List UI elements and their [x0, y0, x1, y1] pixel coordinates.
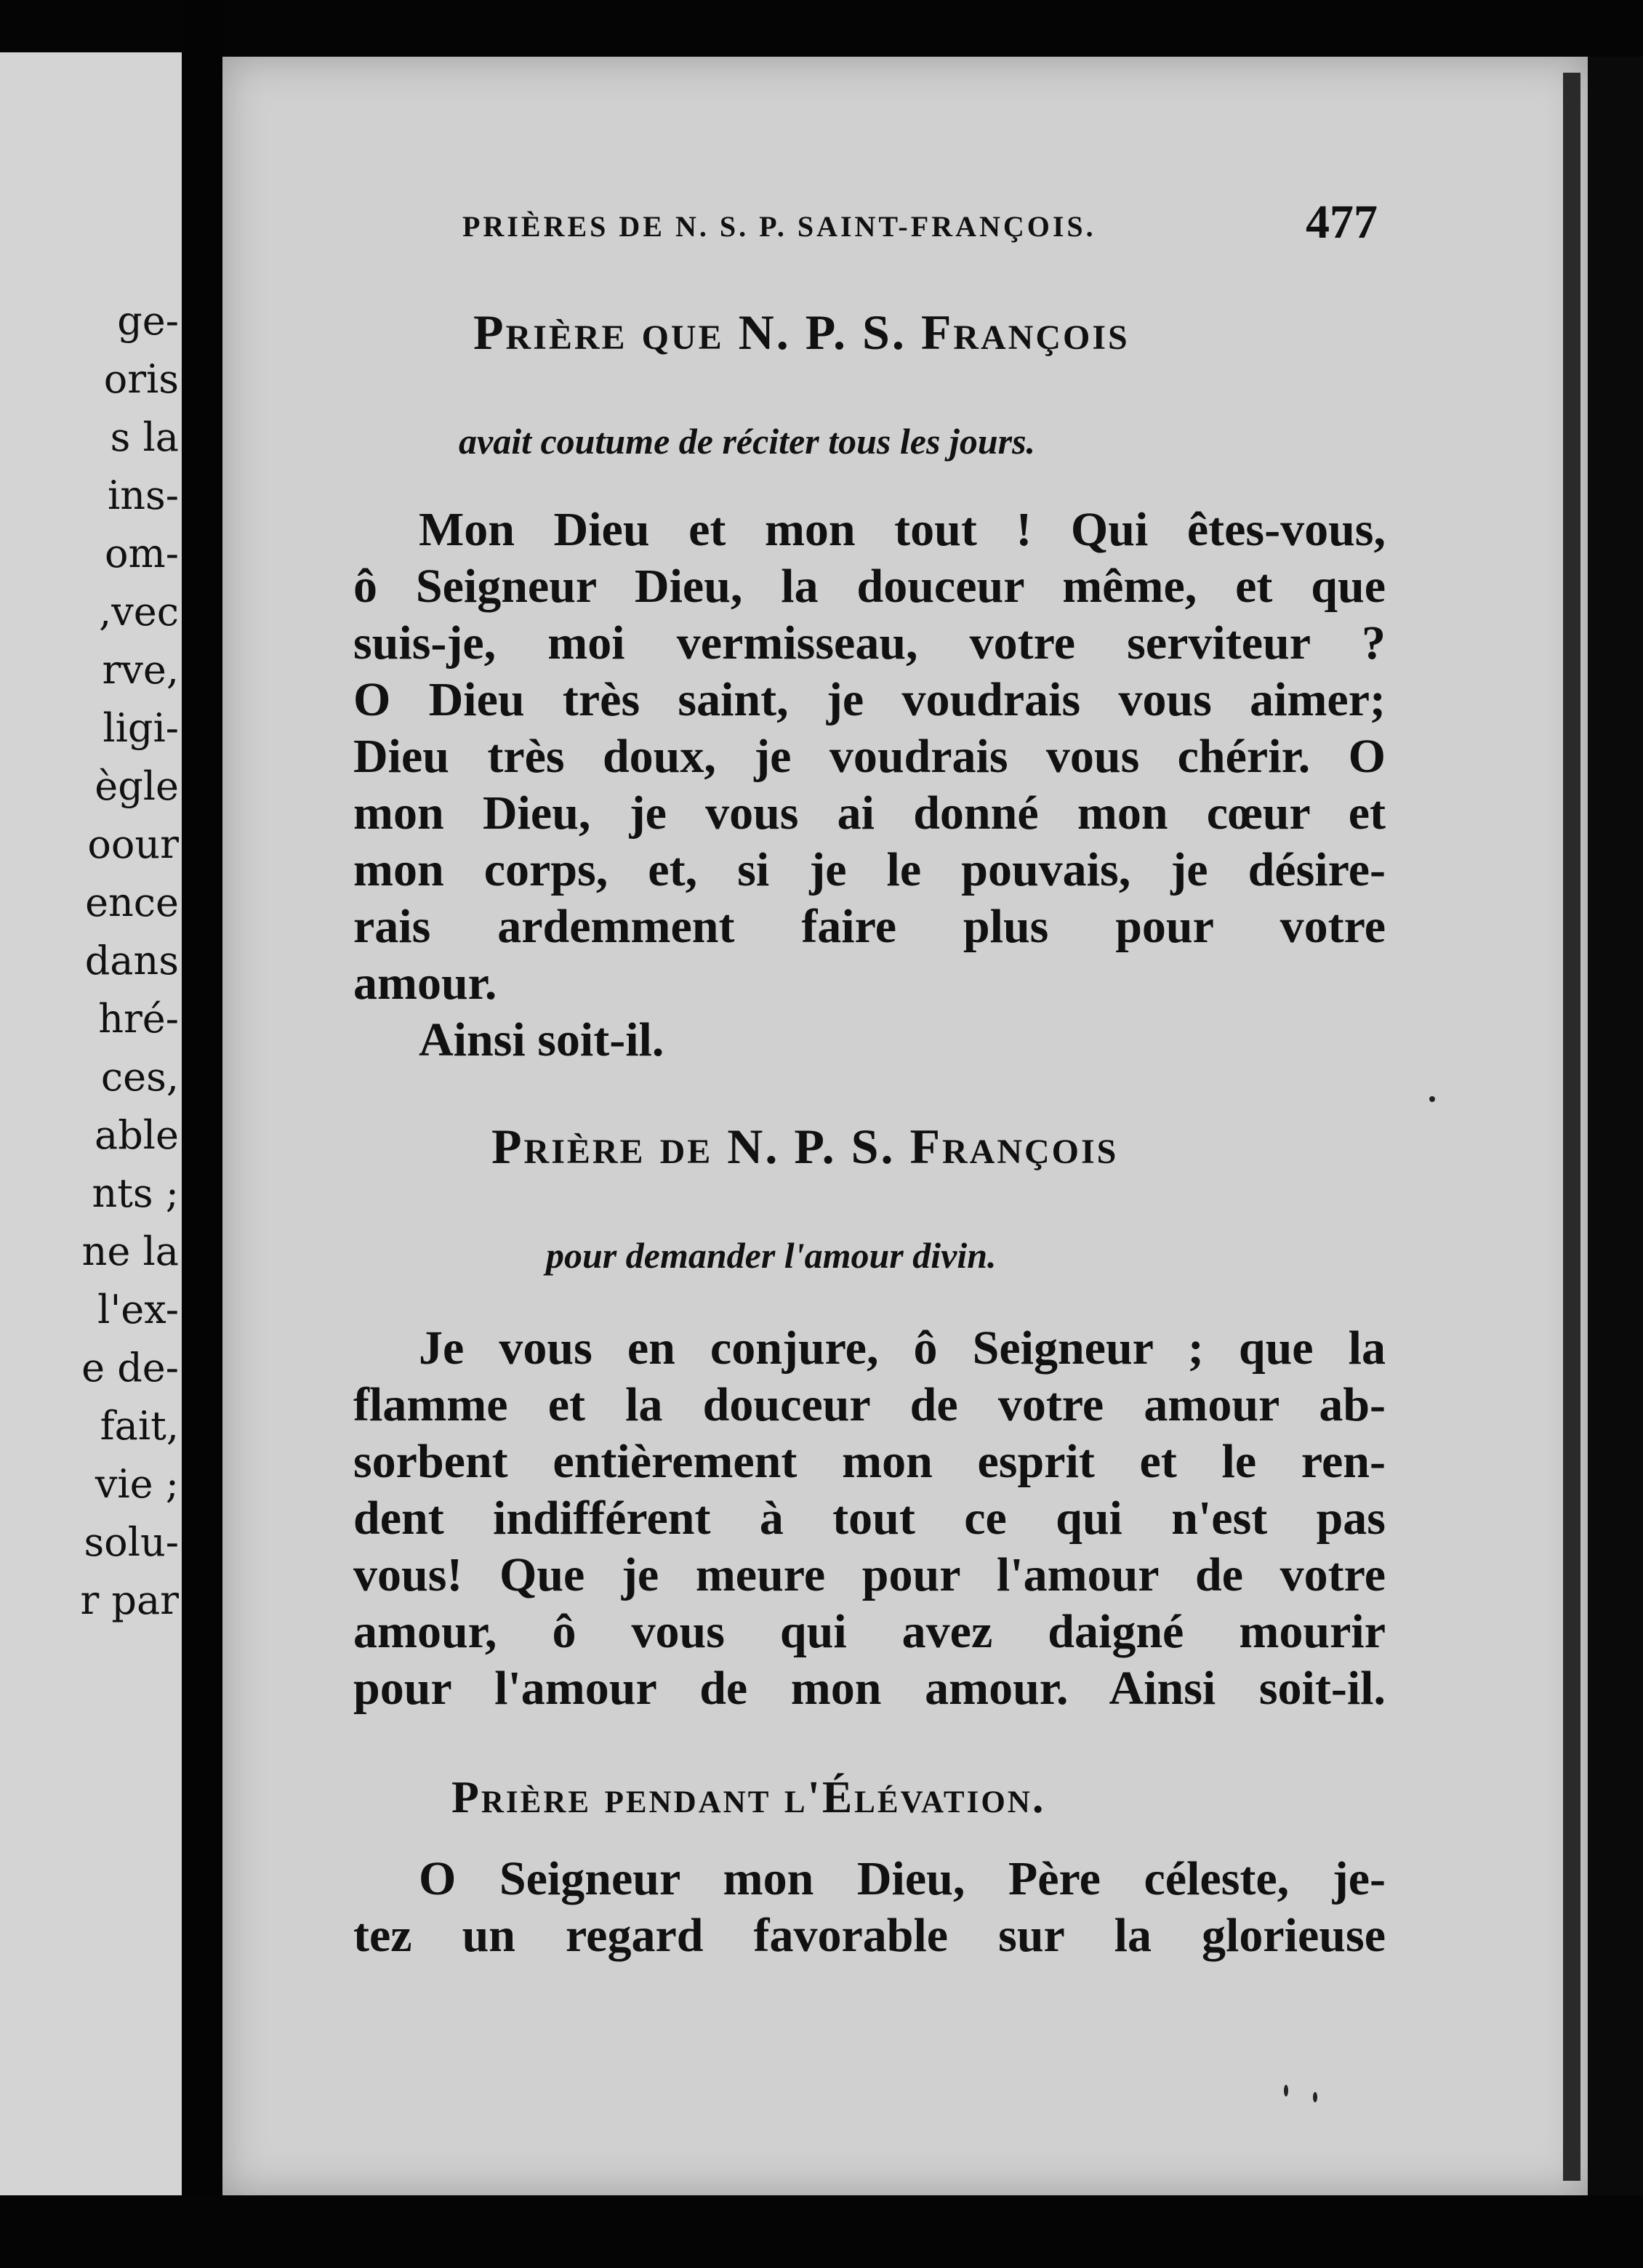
scan-speck: [1429, 1096, 1435, 1102]
prayer-line: vous! Que je meure pour l'amour de votre: [353, 1548, 1386, 1601]
prayer-line: Mon Dieu et mon tout ! Qui êtes-vous,: [419, 503, 1386, 556]
left-page-line: nts ;: [92, 1170, 179, 1216]
left-page-line: solu-: [84, 1519, 179, 1565]
left-page-line: rve,: [102, 647, 179, 693]
left-page-line: hré-: [98, 996, 179, 1042]
prayer-line: tez un regard favorable sur la glorieuse: [353, 1909, 1386, 1962]
prayer-line: Je vous en conjure, ô Seigneur ; que la: [419, 1322, 1386, 1375]
scan-speck: [1284, 2085, 1288, 2096]
left-page-line: fait,: [100, 1403, 179, 1449]
left-page-line: dans: [84, 938, 179, 984]
prayer-line: mon corps, et, si je le pouvais, je désire-: [353, 843, 1386, 896]
prayer-line: suis-je, moi vermisseau, votre serviteur ?: [353, 616, 1386, 669]
page-number: 477: [1306, 196, 1378, 249]
prayer-line: flamme et la douceur de votre amour ab-: [353, 1378, 1386, 1431]
section-subtitle: avait coutume de réciter tous les jours.: [459, 421, 1036, 462]
prayer-line: dent indifférent à tout ce qui n'est pas: [353, 1492, 1386, 1545]
left-page-line: om-: [105, 531, 179, 576]
prayer-line: mon Dieu, je vous ai donné mon cœur et: [353, 787, 1386, 840]
left-page-line: ence: [85, 880, 179, 925]
left-page-line: able: [95, 1112, 179, 1158]
left-page-fragment: [0, 52, 182, 2233]
page-edge-shadow: [1563, 73, 1580, 2181]
prayer-line: ô Seigneur Dieu, la douceur même, et que: [353, 560, 1386, 613]
prayer-line: Dieu très doux, je voudrais vous chérir. O: [353, 730, 1386, 783]
prayer-line: amour, ô vous qui avez daigné mourir: [353, 1605, 1386, 1658]
section-subtitle: pour demander l'amour divin.: [546, 1235, 997, 1276]
section-title: Prière que N. P. S. François: [473, 305, 1130, 360]
left-page-line: ces,: [100, 1054, 179, 1100]
prayer-line: sorbent entièrement mon esprit et le ren-: [353, 1435, 1386, 1488]
prayer-line: pour l'amour de mon amour. Ainsi soit-il.: [353, 1662, 1386, 1715]
left-page-line: ne la: [81, 1228, 179, 1274]
prayer-line: rais ardemment faire plus pour votre: [353, 900, 1386, 953]
book-page: [222, 57, 1588, 2195]
left-page-line: e de-: [81, 1345, 179, 1391]
left-page-line: oour: [87, 821, 179, 867]
left-page-line: r par: [80, 1577, 179, 1623]
running-head: PRIÈRES DE N. S. P. SAINT-FRANÇOIS.: [462, 210, 1096, 243]
left-page-line: ligi-: [103, 705, 179, 751]
page-edge: [1588, 57, 1643, 2268]
scan-border: [0, 2195, 1643, 2268]
prayer-line: amour.: [353, 957, 497, 1010]
book-gutter: [182, 0, 222, 2268]
left-page-line: s la: [110, 414, 179, 460]
left-page-line: ,vec: [99, 589, 179, 635]
prayer-line: O Dieu très saint, je voudrais vous aimer;: [353, 673, 1386, 726]
left-page-line: ins-: [107, 472, 179, 518]
left-page-line: ge-: [117, 298, 179, 344]
section-title: Prière de N. P. S. François: [491, 1119, 1119, 1174]
left-page-line: oris: [103, 356, 179, 402]
section-title: Prière pendant l'Élévation.: [451, 1773, 1046, 1822]
scan-speck: [1313, 2092, 1317, 2102]
left-page-line: ègle: [95, 763, 179, 809]
prayer-line: O Seigneur mon Dieu, Père céleste, je-: [419, 1852, 1386, 1905]
prayer-line: Ainsi soit-il.: [419, 1013, 664, 1066]
left-page-line: l'ex-: [97, 1287, 179, 1332]
left-page-line: vie ;: [95, 1461, 179, 1507]
